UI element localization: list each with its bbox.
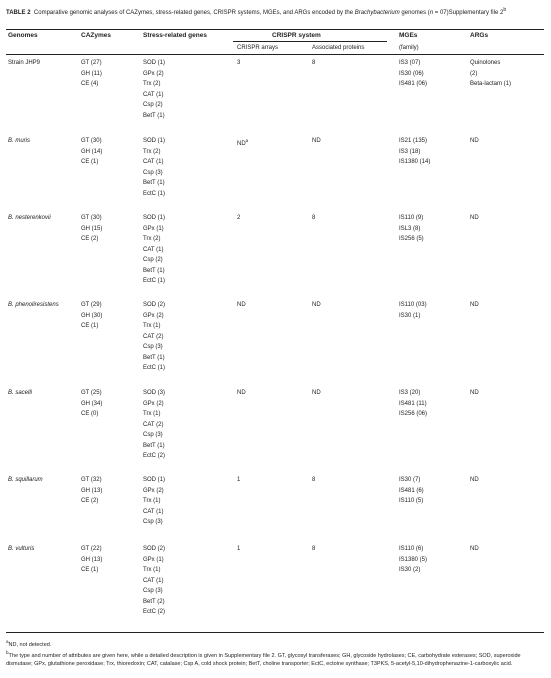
header-assoc-proteins: Associated proteins xyxy=(312,45,365,51)
cazyme-entry: GT (32) xyxy=(81,477,102,483)
cazyme-entry: GH (14) xyxy=(81,148,103,155)
associated-proteins-value: 8 xyxy=(312,477,316,483)
arg-entry: ND xyxy=(470,215,479,221)
genome-name: B. nesterenkovii xyxy=(8,215,51,221)
stress-gene-entry: CAT (2) xyxy=(143,421,164,428)
stress-gene-entry: SOD (1) xyxy=(143,477,166,483)
mge-entry: IS110 (9) xyxy=(399,215,424,221)
mge-entry: IS1380 (14) xyxy=(399,159,431,165)
stress-gene-entry: Csp (3) xyxy=(143,588,163,594)
genome-name: B. sacelli xyxy=(8,390,33,396)
cazyme-entry: GT (30) xyxy=(81,215,102,221)
stress-gene-entry: EctC (1) xyxy=(143,190,166,197)
mge-entry: IS30 (1) xyxy=(399,312,421,319)
cazyme-entry: CE (1) xyxy=(81,323,99,329)
cazyme-entry: CE (4) xyxy=(81,81,99,87)
cazyme-entry: CE (0) xyxy=(81,411,99,417)
cazyme-entry: GH (13) xyxy=(81,487,103,494)
caption-genus: Brachybacterium xyxy=(354,10,400,16)
genome-name: B. muris xyxy=(8,138,31,144)
stress-gene-entry: GPx (2) xyxy=(143,487,164,494)
crispr-arrays-cell xyxy=(237,136,248,150)
associated-proteins-value: ND xyxy=(312,138,321,144)
mge-entry: IS3 (07) xyxy=(399,60,421,66)
stress-gene-entry: BetT (1) xyxy=(143,442,165,449)
header-mges: MGEs xyxy=(399,32,418,39)
stress-gene-entry: GPx (2) xyxy=(143,400,164,407)
cazyme-entry: GH (30) xyxy=(81,312,103,319)
arg-entry: Beta-lactam (1) xyxy=(470,81,512,87)
stress-gene-entry: GPx (1) xyxy=(143,556,164,563)
genome-name: B. phenoliresistens xyxy=(8,302,59,308)
table-caption xyxy=(6,6,544,17)
mge-entry: IS481 (6) xyxy=(399,487,424,494)
stress-gene-entry: Trx (2) xyxy=(143,148,161,155)
mge-entry: ISL3 (8) xyxy=(399,225,421,232)
stress-gene-entry: GPx (2) xyxy=(143,70,164,77)
stress-gene-entry: BetT (1) xyxy=(143,180,165,186)
cazyme-entry: GT (29) xyxy=(81,302,102,308)
cazyme-entry: CE (1) xyxy=(81,159,99,165)
footnote-ref: a xyxy=(245,138,249,143)
associated-proteins-value: 8 xyxy=(312,60,316,66)
arg-entry: ND xyxy=(470,477,479,483)
stress-gene-entry: Csp (2) xyxy=(143,257,163,263)
top-rule xyxy=(6,29,544,30)
footnote-a: $^a$ND, not detected. xyxy=(6,639,52,648)
arg-entry: ND xyxy=(470,546,479,552)
arg-entry: ND xyxy=(470,390,479,396)
stress-gene-entry: EctC (1) xyxy=(143,278,166,284)
crispr-arrays-value: 2 xyxy=(237,215,241,221)
crispr-arrays-value: 1 xyxy=(237,477,241,483)
stress-gene-entry: CAT (1) xyxy=(143,577,164,584)
crispr-arrays-value: ND xyxy=(237,141,246,147)
mge-entry: IS1380 (5) xyxy=(399,556,428,563)
stress-gene-entry: SOD (2) xyxy=(143,302,166,308)
header-crispr-arrays: CRISPR arrays xyxy=(237,45,279,51)
genome-name: B. squillarum xyxy=(8,477,43,483)
caption-text-end: = 07)Supplementary file 2 xyxy=(433,10,504,16)
stress-gene-entry: CAT (1) xyxy=(143,246,164,253)
caption-sup: b xyxy=(503,7,507,13)
caption-n: n xyxy=(429,10,434,16)
stress-gene-entry: Csp (3) xyxy=(143,344,163,350)
stress-gene-entry: CAT (1) xyxy=(143,508,164,515)
crispr-arrays-value: 1 xyxy=(237,546,241,552)
cazyme-entry: CE (2) xyxy=(81,498,99,504)
mge-entry: IS110 (5) xyxy=(399,498,424,504)
mge-entry: IS481 (11) xyxy=(399,400,427,407)
arg-entry: Quinolones xyxy=(470,60,501,66)
mge-entry: IS21 (135) xyxy=(399,138,428,144)
cazyme-entry: GT (27) xyxy=(81,60,102,66)
header-mges-family: (family) xyxy=(399,45,419,51)
stress-gene-entry: SOD (1) xyxy=(143,215,166,221)
cazyme-entry: GH (34) xyxy=(81,400,103,407)
header-stress: Stress-related genes xyxy=(143,32,207,39)
stress-gene-entry: Trx (2) xyxy=(143,81,161,87)
cazyme-entry: GH (13) xyxy=(81,556,103,563)
table-label: TABLE 2 xyxy=(6,10,31,16)
genome-name: Strain JHP9 xyxy=(8,60,41,66)
stress-gene-entry: Csp (3) xyxy=(143,519,163,525)
stress-gene-entry: Trx (1) xyxy=(143,323,161,329)
mge-entry: IS110 (6) xyxy=(399,546,424,552)
stress-gene-entry: CAT (1) xyxy=(143,91,164,98)
associated-proteins-value: 8 xyxy=(312,215,316,221)
stress-gene-entry: Csp (2) xyxy=(143,102,163,108)
crispr-arrays-value: ND xyxy=(237,390,246,396)
stress-gene-entry: GPx (2) xyxy=(143,312,164,319)
stress-gene-entry: BetT (1) xyxy=(143,354,165,361)
stress-gene-entry: SOD (3) xyxy=(143,390,166,396)
mge-entry: IS256 (5) xyxy=(399,236,424,242)
mge-entry: IS30 (06) xyxy=(399,70,424,77)
footnote-b: $^b$The type and number of attributes are given here, while a detailed description is given in Supplementary file 2. GT, glycosyl transferases; GH, glycoside hydrolases; CE, carbohydrate esterases; SOD, superoxide dismutase; GPx, glutathione peroxidase; Trx, thioredoxin; CAT, catalase; Csp A, cold shock protein; BetT, choline transporter; EctC, ectoine synthase; T3PKS, 5-acetyl-5,10-dihydrophenazine-1-carboxylic acid. xyxy=(6,650,521,667)
associated-proteins-value: ND xyxy=(312,390,321,396)
bottom-rule xyxy=(6,632,544,633)
mge-entry: IS256 (06) xyxy=(399,411,428,417)
header-rule xyxy=(6,54,544,55)
cazyme-entry: GH (11) xyxy=(81,70,102,77)
mge-entry: IS3 (20) xyxy=(399,390,421,396)
cazyme-entry: CE (2) xyxy=(81,236,99,242)
stress-gene-entry: CAT (1) xyxy=(143,159,164,165)
stress-gene-entry: Trx (1) xyxy=(143,498,161,504)
stress-gene-entry: Trx (1) xyxy=(143,567,161,573)
stress-gene-entry: CAT (2) xyxy=(143,333,164,340)
header-crispr: CRISPR system xyxy=(272,32,321,39)
crispr-subrule xyxy=(233,41,387,42)
stress-gene-entry: EctC (1) xyxy=(143,365,166,371)
cazyme-entry: GT (25) xyxy=(81,390,102,396)
arg-entry: ND xyxy=(470,138,479,144)
mge-entry: IS30 (7) xyxy=(399,477,421,483)
stress-gene-entry: SOD (2) xyxy=(143,546,166,552)
arg-entry: ND xyxy=(470,302,479,308)
caption-text-after: genomes ( xyxy=(399,10,430,16)
associated-proteins-value: 8 xyxy=(312,546,316,552)
mge-entry: IS481 (06) xyxy=(399,81,428,87)
stress-gene-entry: SOD (1) xyxy=(143,138,166,144)
stress-gene-entry: SOD (1) xyxy=(143,60,166,66)
table-footnotes xyxy=(6,638,544,668)
cazyme-entry: CE (1) xyxy=(81,567,99,573)
stress-gene-entry: Csp (3) xyxy=(143,169,163,176)
header-args: ARGs xyxy=(470,32,489,39)
stress-gene-entry: Trx (2) xyxy=(143,236,161,242)
associated-proteins-value: ND xyxy=(312,302,321,308)
stress-gene-entry: EctC (2) xyxy=(143,609,166,615)
mge-entry: IS3 (18) xyxy=(399,148,421,155)
genome-name: B. vulturis xyxy=(8,546,35,552)
stress-gene-entry: BetT (1) xyxy=(143,112,165,119)
crispr-arrays-value: 3 xyxy=(237,60,241,66)
stress-gene-entry: BetT (2) xyxy=(143,598,165,605)
stress-gene-entry: Trx (1) xyxy=(143,411,161,417)
stress-gene-entry: Csp (3) xyxy=(143,432,163,438)
stress-gene-entry: EctC (2) xyxy=(143,453,166,459)
stress-gene-entry: GPx (1) xyxy=(143,225,164,232)
stress-gene-entry: BetT (1) xyxy=(143,267,165,274)
header-genomes: Genomes xyxy=(8,32,38,39)
caption-text-before: Comparative genomic analyses of CAZymes, stress-related genes, CRISPR systems, MGEs, and ARGs encoded by the xyxy=(33,10,355,16)
cazyme-entry: GT (30) xyxy=(81,138,102,144)
cazyme-entry: GT (22) xyxy=(81,546,102,552)
crispr-arrays-value: ND xyxy=(237,302,246,308)
mge-entry: IS110 (03) xyxy=(399,302,427,308)
mge-entry: IS30 (2) xyxy=(399,567,421,573)
header-cazymes: CAZymes xyxy=(81,32,111,39)
cazyme-entry: GH (15) xyxy=(81,225,103,232)
arg-entry: (2) xyxy=(470,70,478,77)
